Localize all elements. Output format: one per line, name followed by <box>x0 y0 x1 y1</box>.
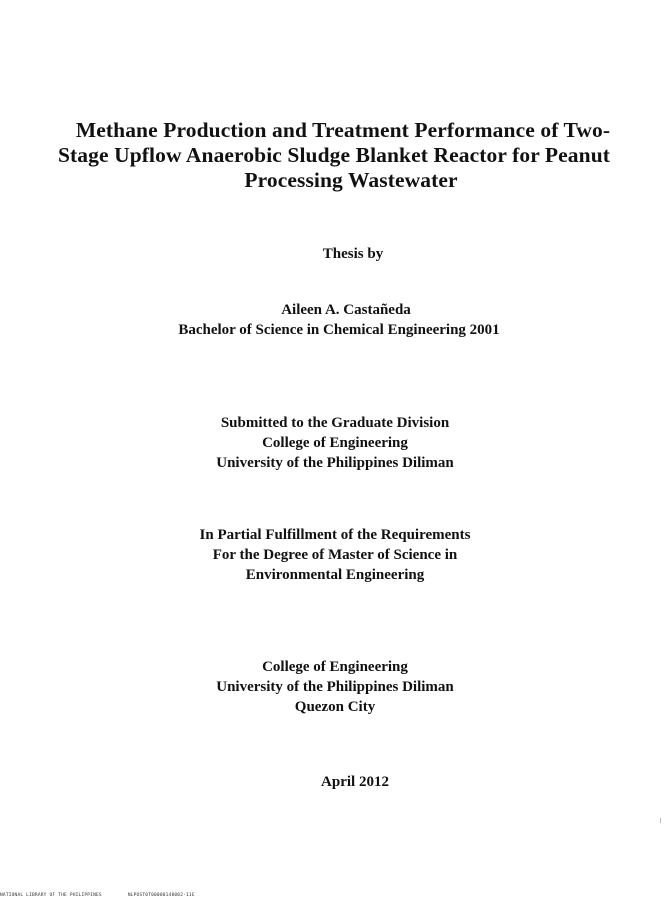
scan-footer <box>0 893 195 898</box>
footer-library: NATIONAL LIBRARY OF THE PHILIPPINES <box>0 893 102 898</box>
scan-artifact <box>660 818 661 823</box>
thesis-date: April 2012 <box>321 774 389 790</box>
thesis-title <box>0 118 666 193</box>
thesis-by-label: Thesis by <box>322 246 384 262</box>
title-line-2: Stage Upflow Anaerobic Sludge Blanket Reactor for Peanut <box>57 143 611 167</box>
submitted-line-1: Submitted to the Graduate Division <box>220 415 450 431</box>
submitted-line-2: College of Engineering <box>262 435 408 451</box>
institution-line-3: Quezon City <box>294 699 376 715</box>
author-degree: Bachelor of Science in Chemical Engineering 2001 <box>178 322 500 338</box>
institution-line-1: College of Engineering <box>262 659 408 675</box>
institution-line-2: University of the Philippines Diliman <box>216 679 454 695</box>
author-block <box>0 300 666 340</box>
title-line-1: Methane Production and Treatment Performance of Two- <box>75 118 611 142</box>
author-name: Aileen A. Castañeda <box>281 302 411 318</box>
fulfillment-line-2: For the Degree of Master of Science in <box>212 547 458 563</box>
title-line-3: Processing Wastewater <box>244 168 458 192</box>
submitted-line-3: University of the Philippines Diliman <box>216 455 454 471</box>
fulfillment-line-1: In Partial Fulfillment of the Requirements <box>199 527 471 543</box>
footer-code: NLPOST0T00000148002-11E <box>127 893 195 898</box>
fulfillment-line-3: Environmental Engineering <box>245 567 425 583</box>
institution-block <box>0 657 666 717</box>
fulfillment-block <box>0 525 666 585</box>
submitted-block <box>0 413 666 473</box>
